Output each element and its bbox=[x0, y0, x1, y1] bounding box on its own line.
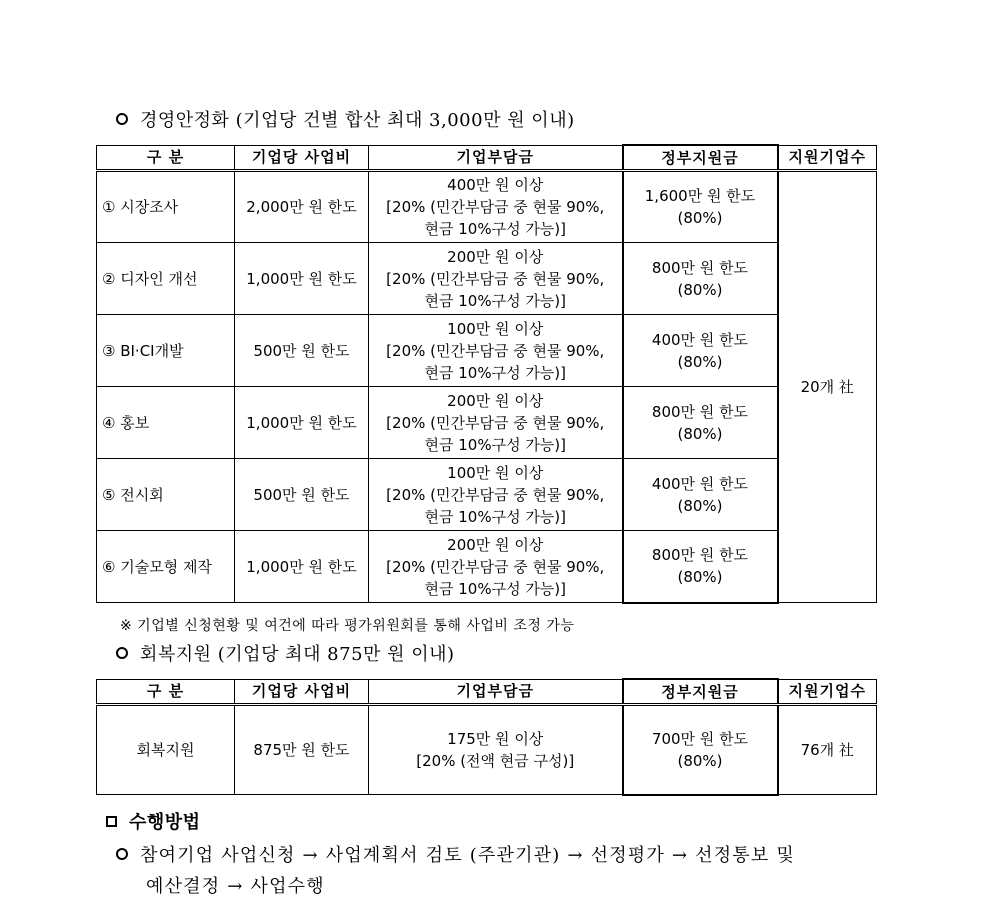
burden-line: 200만 원 이상 bbox=[447, 391, 544, 410]
table-row bbox=[97, 531, 877, 603]
row-budget: 500만 원 한도 bbox=[235, 315, 369, 387]
header-category: 구 분 bbox=[97, 679, 235, 705]
row-burden bbox=[369, 387, 623, 459]
row-category: ① 시장조사 bbox=[97, 171, 235, 243]
table-row bbox=[97, 171, 877, 243]
recovery-support-table bbox=[96, 678, 877, 796]
row-burden bbox=[369, 705, 623, 795]
header-burden: 기업부담금 bbox=[369, 679, 623, 705]
row-budget: 500만 원 한도 bbox=[235, 459, 369, 531]
gov-line: (80%) bbox=[677, 568, 723, 587]
process-text-line2: 예산결정 → 사업수행 bbox=[146, 876, 325, 897]
row-gov-support bbox=[623, 315, 778, 387]
section-heading-recovery bbox=[116, 640, 455, 666]
row-budget: 1,000만 원 한도 bbox=[235, 387, 369, 459]
burden-line: [20% (민간부담금 중 현물 90%, bbox=[386, 413, 605, 432]
burden-line: [20% (민간부담금 중 현물 90%, bbox=[386, 269, 605, 288]
table-row bbox=[97, 705, 877, 795]
burden-line: 200만 원 이상 bbox=[447, 247, 544, 266]
hollow-circle-bullet-icon bbox=[116, 848, 128, 860]
companies-count: 20개 社 bbox=[778, 171, 877, 603]
burden-line: 현금 10%구성 가능)] bbox=[424, 220, 567, 238]
process-text-line1: 참여기업 사업신청 → 사업계획서 검토 (주관기관) → 선정평가 → 선정통보 및 bbox=[140, 845, 795, 866]
burden-line: 현금 10%구성 가능)] bbox=[424, 579, 567, 598]
burden-line: 175만 원 이상 bbox=[447, 730, 544, 748]
row-category: ④ 홍보 bbox=[97, 387, 235, 459]
header-companies: 지원기업수 bbox=[778, 679, 877, 705]
gov-line: 1,600만 원 한도 bbox=[644, 187, 756, 205]
gov-line: (80%) bbox=[677, 751, 723, 770]
header-burden: 기업부담금 bbox=[369, 145, 623, 171]
header-gov-support: 정부지원금 bbox=[623, 679, 778, 705]
gov-line: 400만 원 한도 bbox=[651, 330, 749, 349]
gov-line: (80%) bbox=[677, 496, 723, 515]
burden-line: 100만 원 이상 bbox=[447, 319, 544, 338]
adjustment-note: ※ 기업별 신청현황 및 여건에 따라 평가위원회를 통해 사업비 조정 가능 bbox=[120, 618, 575, 634]
gov-line: 700만 원 한도 bbox=[651, 729, 749, 748]
burden-line: 현금 10%구성 가능)] bbox=[424, 435, 567, 454]
gov-line: (80%) bbox=[677, 280, 723, 299]
gov-line: 800만 원 한도 bbox=[651, 546, 749, 565]
row-category: ③ BI·CI개발 bbox=[97, 315, 235, 387]
table-row bbox=[97, 243, 877, 315]
companies-count: 76개 社 bbox=[778, 705, 877, 795]
burden-line: [20% (민간부담금 중 현물 90%, bbox=[386, 557, 605, 576]
burden-line: 100만 원 이상 bbox=[447, 463, 544, 482]
gov-line: 400만 원 한도 bbox=[651, 474, 749, 493]
row-category: ⑥ 기술모형 제작 bbox=[97, 531, 235, 603]
burden-line: 현금 10%구성 가능)] bbox=[424, 507, 567, 526]
row-category: ⑤ 전시회 bbox=[97, 459, 235, 531]
row-gov-support bbox=[623, 243, 778, 315]
burden-line: 현금 10%구성 가능)] bbox=[424, 291, 567, 310]
section-heading-text: 경영안정화 (기업당 건별 합산 최대 3,000만 원 이내) bbox=[140, 110, 575, 131]
management-support-table bbox=[96, 144, 877, 604]
row-gov-support bbox=[623, 171, 778, 243]
header-category: 구 분 bbox=[97, 145, 235, 171]
hollow-circle-bullet-icon bbox=[116, 113, 128, 125]
section-heading-management bbox=[116, 106, 575, 132]
gov-line: (80%) bbox=[677, 424, 723, 443]
table-header-row bbox=[97, 679, 877, 705]
table-header-row bbox=[97, 145, 877, 171]
hollow-circle-bullet-icon bbox=[116, 647, 128, 659]
row-budget: 1,000만 원 한도 bbox=[235, 531, 369, 603]
table-row bbox=[97, 459, 877, 531]
section-heading-text: 회복지원 (기업당 최대 875만 원 이내) bbox=[140, 644, 455, 665]
gov-line: 800만 원 한도 bbox=[651, 258, 749, 277]
row-gov-support bbox=[623, 705, 778, 795]
table-row bbox=[97, 315, 877, 387]
row-burden bbox=[369, 531, 623, 603]
row-category: 회복지원 bbox=[97, 705, 235, 795]
row-gov-support bbox=[623, 459, 778, 531]
gov-line: 800만 원 한도 bbox=[651, 402, 749, 421]
row-burden bbox=[369, 171, 623, 243]
row-burden bbox=[369, 243, 623, 315]
row-burden bbox=[369, 315, 623, 387]
header-gov-support: 정부지원금 bbox=[623, 145, 778, 171]
row-burden bbox=[369, 459, 623, 531]
section-heading-text: 수행방법 bbox=[129, 812, 201, 833]
header-budget: 기업당 사업비 bbox=[235, 145, 369, 171]
row-budget: 2,000만 원 한도 bbox=[235, 171, 369, 243]
burden-line: [20% (민간부담금 중 현물 90%, bbox=[386, 485, 605, 504]
row-budget: 1,000만 원 한도 bbox=[235, 243, 369, 315]
burden-line: 200만 원 이상 bbox=[447, 535, 544, 554]
row-category: ② 디자인 개선 bbox=[97, 243, 235, 315]
burden-line: 현금 10%구성 가능)] bbox=[424, 363, 567, 382]
header-budget: 기업당 사업비 bbox=[235, 679, 369, 705]
table-row bbox=[97, 387, 877, 459]
method-process-line bbox=[116, 841, 795, 867]
row-budget: 875만 원 한도 bbox=[235, 705, 369, 795]
hollow-square-bullet-icon bbox=[106, 816, 117, 827]
row-gov-support bbox=[623, 531, 778, 603]
burden-line: [20% (전액 현금 구성)] bbox=[416, 752, 575, 770]
burden-line: [20% (민간부담금 중 현물 90%, bbox=[386, 198, 605, 216]
row-gov-support bbox=[623, 387, 778, 459]
gov-line: (80%) bbox=[677, 209, 723, 227]
section-heading-method bbox=[106, 808, 201, 834]
burden-line: 400만 원 이상 bbox=[447, 176, 544, 194]
gov-line: (80%) bbox=[677, 352, 723, 371]
burden-line: [20% (민간부담금 중 현물 90%, bbox=[386, 341, 605, 360]
header-companies: 지원기업수 bbox=[778, 145, 877, 171]
